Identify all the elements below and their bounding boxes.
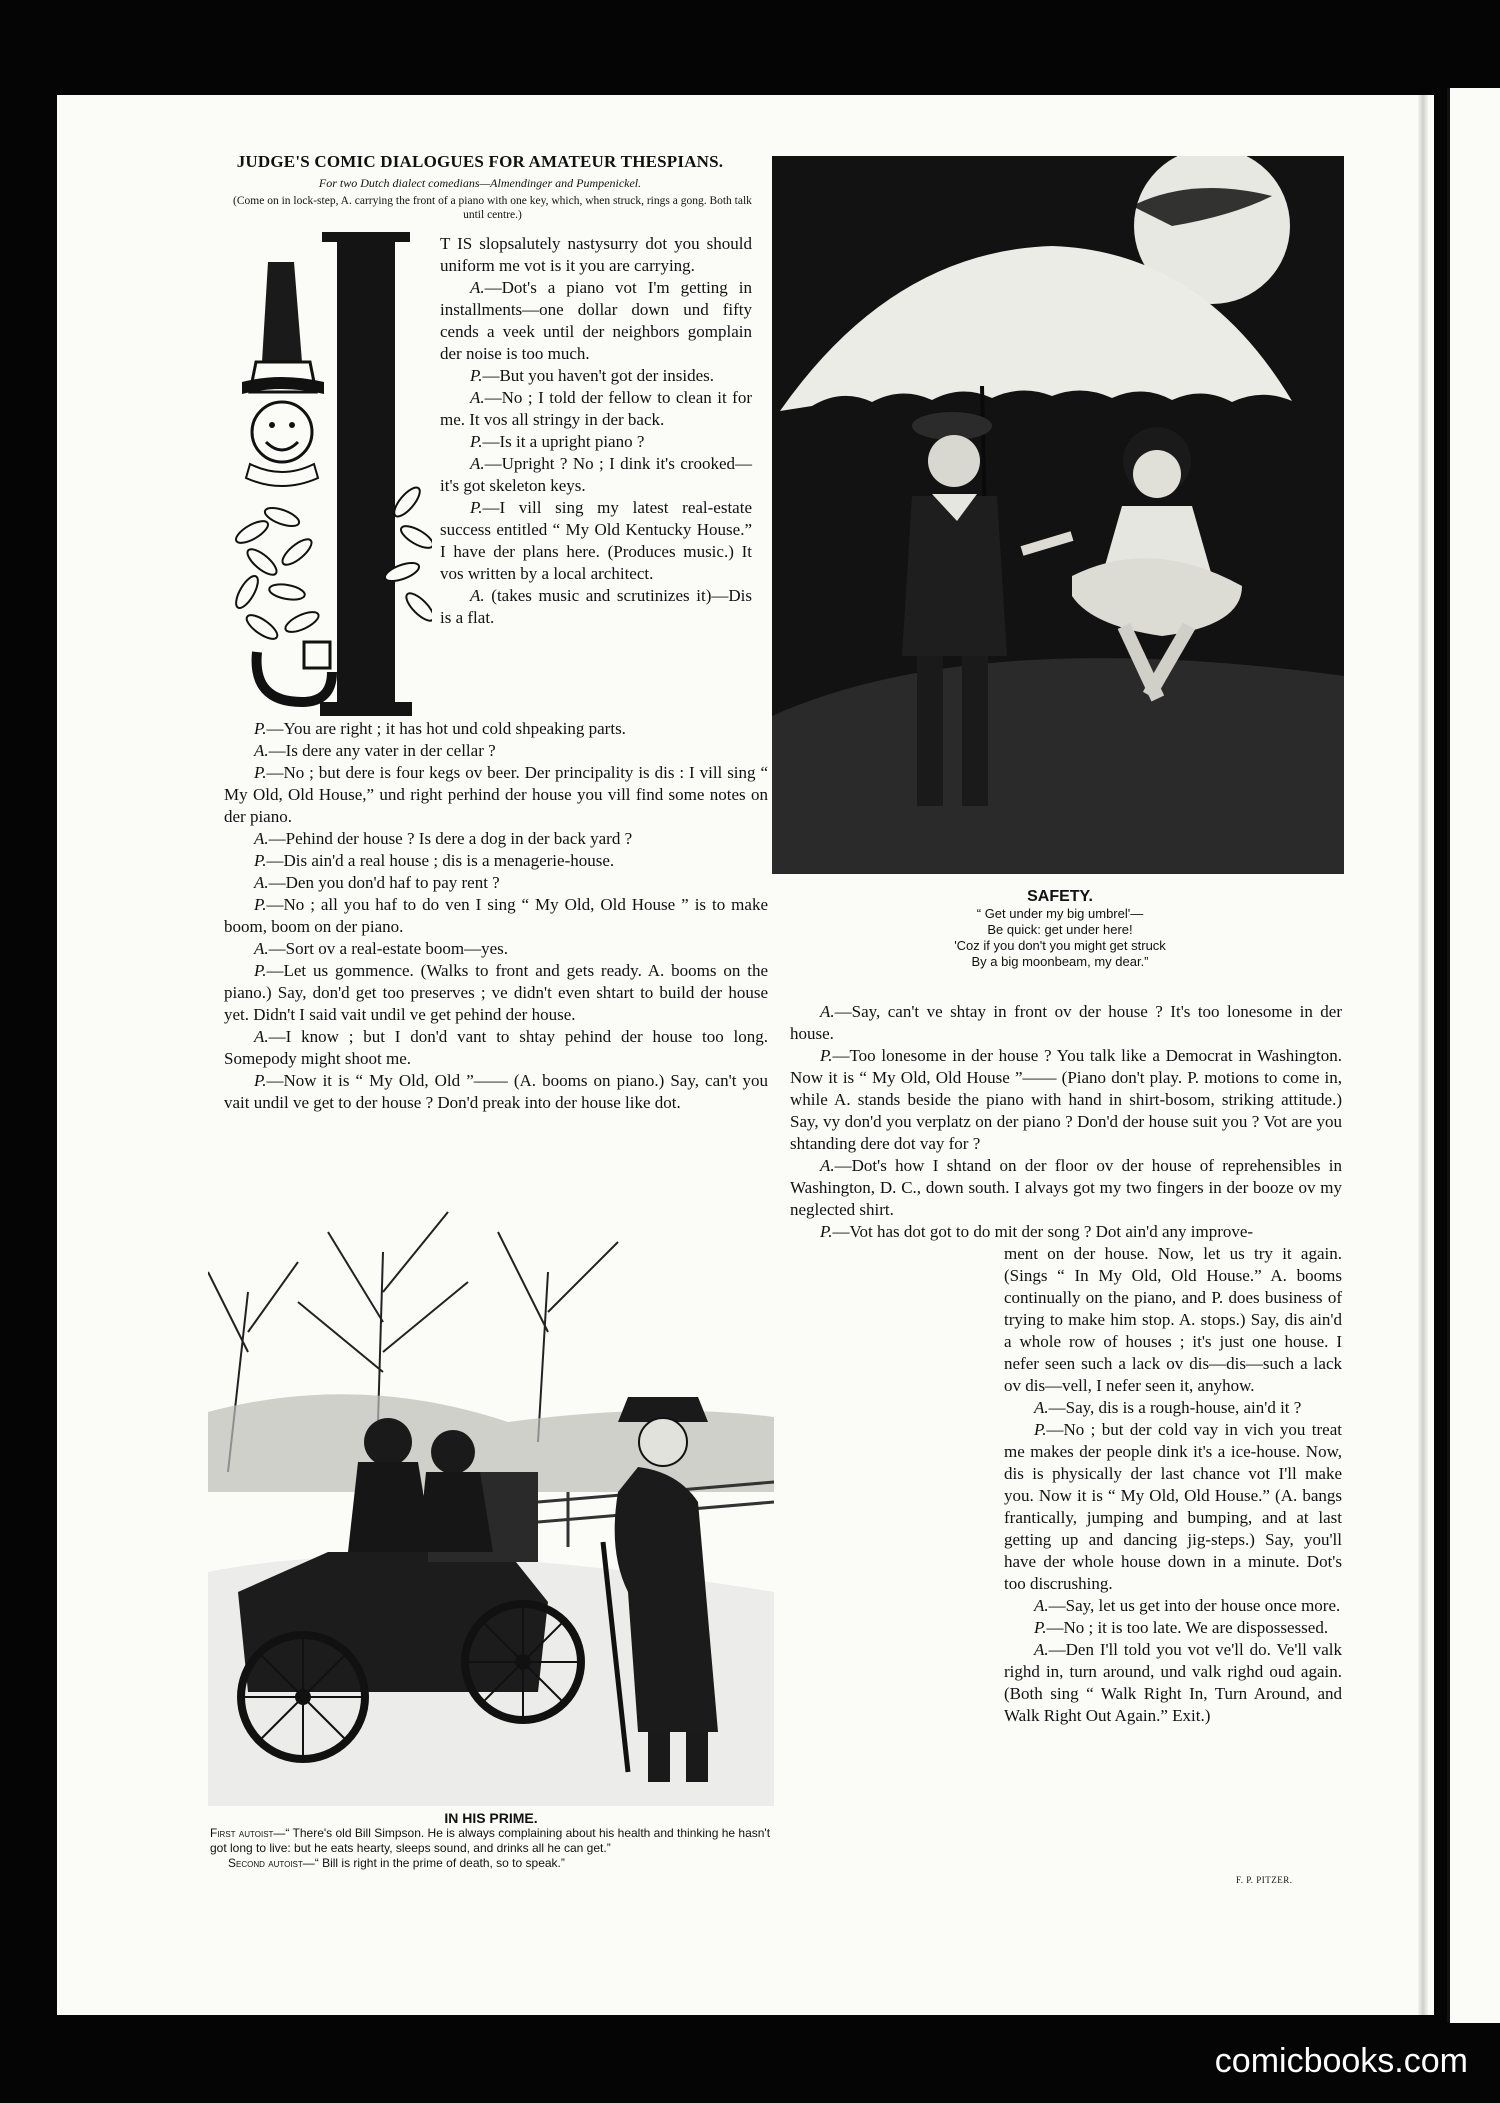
dialogue-right-narrow-column — [1004, 1243, 1342, 1727]
dialogue-left-column — [224, 718, 768, 1114]
verse-line: Be quick: get under here! — [987, 922, 1133, 937]
dialogue-line: P.—Is it a upright piano ? — [470, 432, 645, 451]
dialogue-headline: JUDGE'S COMIC DIALOGUES FOR AMATEUR THESPIANS. — [236, 152, 724, 171]
dialogue-line: P.—No ; but dere is four kegs ov beer. Der principality is dis : I vill sing “ My Old, Old House,” und right perhind der house you vill find some notes on der piano. — [224, 763, 768, 826]
verse-line: 'Coz if you don't you might get struck — [954, 938, 1166, 953]
dialogue-line: A.—Den I'll told you vot ve'll do. Ve'll valk righd in, turn around, und valk righd oud again. (Both sing “ Walk Right In, Turn Around, and Walk Right Out Again.” Exit.) — [1004, 1640, 1342, 1725]
dialogue-line: A.—Dot's how I shtand on der floor ov der house of reprehensibles in Washington, D. C., down south. I alvays got my two fingers in der booze ov my neglected shirt. — [790, 1156, 1342, 1219]
initial-letter-stem — [337, 232, 395, 712]
dialogue-line: A.—No ; I told der fellow to clean it for me. It vos all stringy in der back. — [440, 388, 752, 429]
in-his-prime-illustration — [208, 1172, 774, 1806]
dialogue-line: A.—Is dere any vater in der cellar ? — [254, 741, 496, 760]
stage-direction: (Come on in lock-step, A. carrying the front of a piano with one key, which, when struck, rings a gong. Both talk until centre.) — [233, 195, 752, 221]
dialogue-opening-column — [440, 233, 752, 629]
dialogue-line: A.—I know ; but I don'd vant to shtay pehind der house too long. Somepody might shoot me. — [224, 1027, 768, 1068]
dialogue-line: A.—Say, dis is a rough-house, ain'd it ? — [1034, 1398, 1302, 1417]
verse-line: “ Get under my big umbrel'— — [976, 906, 1144, 921]
dialogue-subline: For two Dutch dialect comedians—Almendinger and Pumpenickel. — [318, 176, 642, 190]
dialogue-line: A. (takes music and scrutinizes it)—Dis is a flat. — [440, 586, 752, 627]
caption-line: Second autoist—“ Bill is right in the prime of death, so to speak.” — [228, 1856, 565, 1870]
dialogue-line: P.—Now it is “ My Old, Old ”—— (A. booms on piano.) Say, can't you vait undil ve get to der house ? Don'd preak into der house like dot. — [224, 1071, 768, 1112]
dialogue-line: A.—Sort ov a real-estate boom—yes. — [254, 939, 508, 958]
dialogue-line: A.—Say, let us get into der house once more. — [1034, 1596, 1341, 1615]
dialogue-line: P.—No ; but der cold vay in vich you treat me makes der people dink it's a ice-house. Now, dis is physically der last chance vot I'll make you. Now it is “ My Old, Old House.” (A. bangs frantically, jumping and bumping, and at last getting up and dancing jig-steps.) Say, you'll have der whole house down in a minute. Dot's too discrushing. — [1004, 1420, 1342, 1593]
dialogue-line: ment on der house. Now, let us try it again. (Sings “ In My Old, Old House.” A. booms continually on the piano, and P. does business of trying to make him stop. A. stops.) Say, dis ain'd a whole row of houses ; it's just one house. I nefer seen such a lack ov dis—dis—such a lack ov dis—vell, I nefer seen it, anyhow. — [1004, 1244, 1342, 1395]
dialogue-line: P.—No ; all you haf to do ven I sing “ My Old, Old House ” is to make boom, boom on der piano. — [224, 895, 768, 936]
dialogue-line: P.—Vot has dot got to do mit der song ? Dot ain'd any improve- — [820, 1222, 1254, 1241]
opening-line: T IS slopsalutely nastysurry dot you should uniform me vot is it you are carrying. — [440, 234, 752, 275]
dialogue-line: P.—Dis ain'd a real house ; dis is a menagerie-house. — [254, 851, 615, 870]
dialogue-line: P.—You are right ; it has hot und cold shpeaking parts. — [254, 719, 626, 738]
prime-title: IN HIS PRIME. — [444, 1810, 538, 1826]
dialogue-line: P.—I vill sing my latest real-estate success entitled “ My Old Kentucky House.” I have der plans here. (Produces music.) It vos written by a local architect. — [440, 498, 752, 583]
author-signature: F. P. PITZER. — [1236, 1875, 1293, 1885]
dialogue-line: P.—But you haven't got der insides. — [470, 366, 715, 385]
dialogue-right-column — [790, 1001, 1342, 1243]
dialogue-line: P.—Let us gommence. (Walks to front and gets ready. A. booms on the piano.) Say, don'd get too preserves ; ve didn't even shtart to build der house yet. Didn't I said vait undil ve get pehind der house. — [224, 961, 768, 1024]
grassy-hill — [772, 658, 1344, 874]
safety-umbrella-illustration — [772, 156, 1344, 874]
page-fold-shadow — [1418, 95, 1428, 2015]
adjacent-page-edge — [1447, 88, 1500, 2023]
jester-initial-letter-illustration — [232, 232, 432, 730]
safety-title: SAFETY. — [1027, 888, 1093, 905]
dialogue-line: A.—Upright ? No ; I dink it's crooked—it's got skeleton keys. — [440, 454, 752, 495]
dialogue-line: A.—Dot's a piano vot I'm getting in installments—one dollar down und fifty cends a veek until der neighbors gomplain der noise is too much. — [440, 278, 752, 363]
verse-line: By a big moonbeam, my dear.” — [971, 954, 1149, 969]
dialogue-line: A.—Pehind der house ? Is dere a dog in der back yard ? — [254, 829, 633, 848]
dialogue-line: P.—Too lonesome in der house ? You talk like a Democrat in Washington. Now it is “ My Old, Old House ”—— (Piano don't play. P. motions to come in, while A. stands beside the piano with hand in shirt-bosom, striking attitude.) Say, vy don'd you verplatz on der piano ? Don'd der house suit you ? Vot are you shtanding dere dot vay for ? — [790, 1046, 1342, 1153]
caption-line: First autoist—“ There's old Bill Simpson. He is always complaining about his health and thinking he hasn't got long to live: but he eats hearty, sleeps sound, and drinks all he can get.” — [210, 1826, 771, 1855]
jester-figure — [242, 262, 324, 486]
laurel-leaves — [232, 484, 432, 643]
watermark: comicbooks.com — [1214, 2042, 1468, 2080]
dialogue-line: A.—Den you don'd haf to pay rent ? — [254, 873, 500, 892]
dialogue-line: P.—No ; it is too late. We are dispossessed. — [1034, 1618, 1329, 1637]
in-his-prime-caption — [210, 1810, 772, 1871]
safety-caption — [790, 888, 1330, 970]
dialogue-line: A.—Say, can't ve shtay in front ov der house ? It's too lonesome in der house. — [790, 1002, 1342, 1043]
